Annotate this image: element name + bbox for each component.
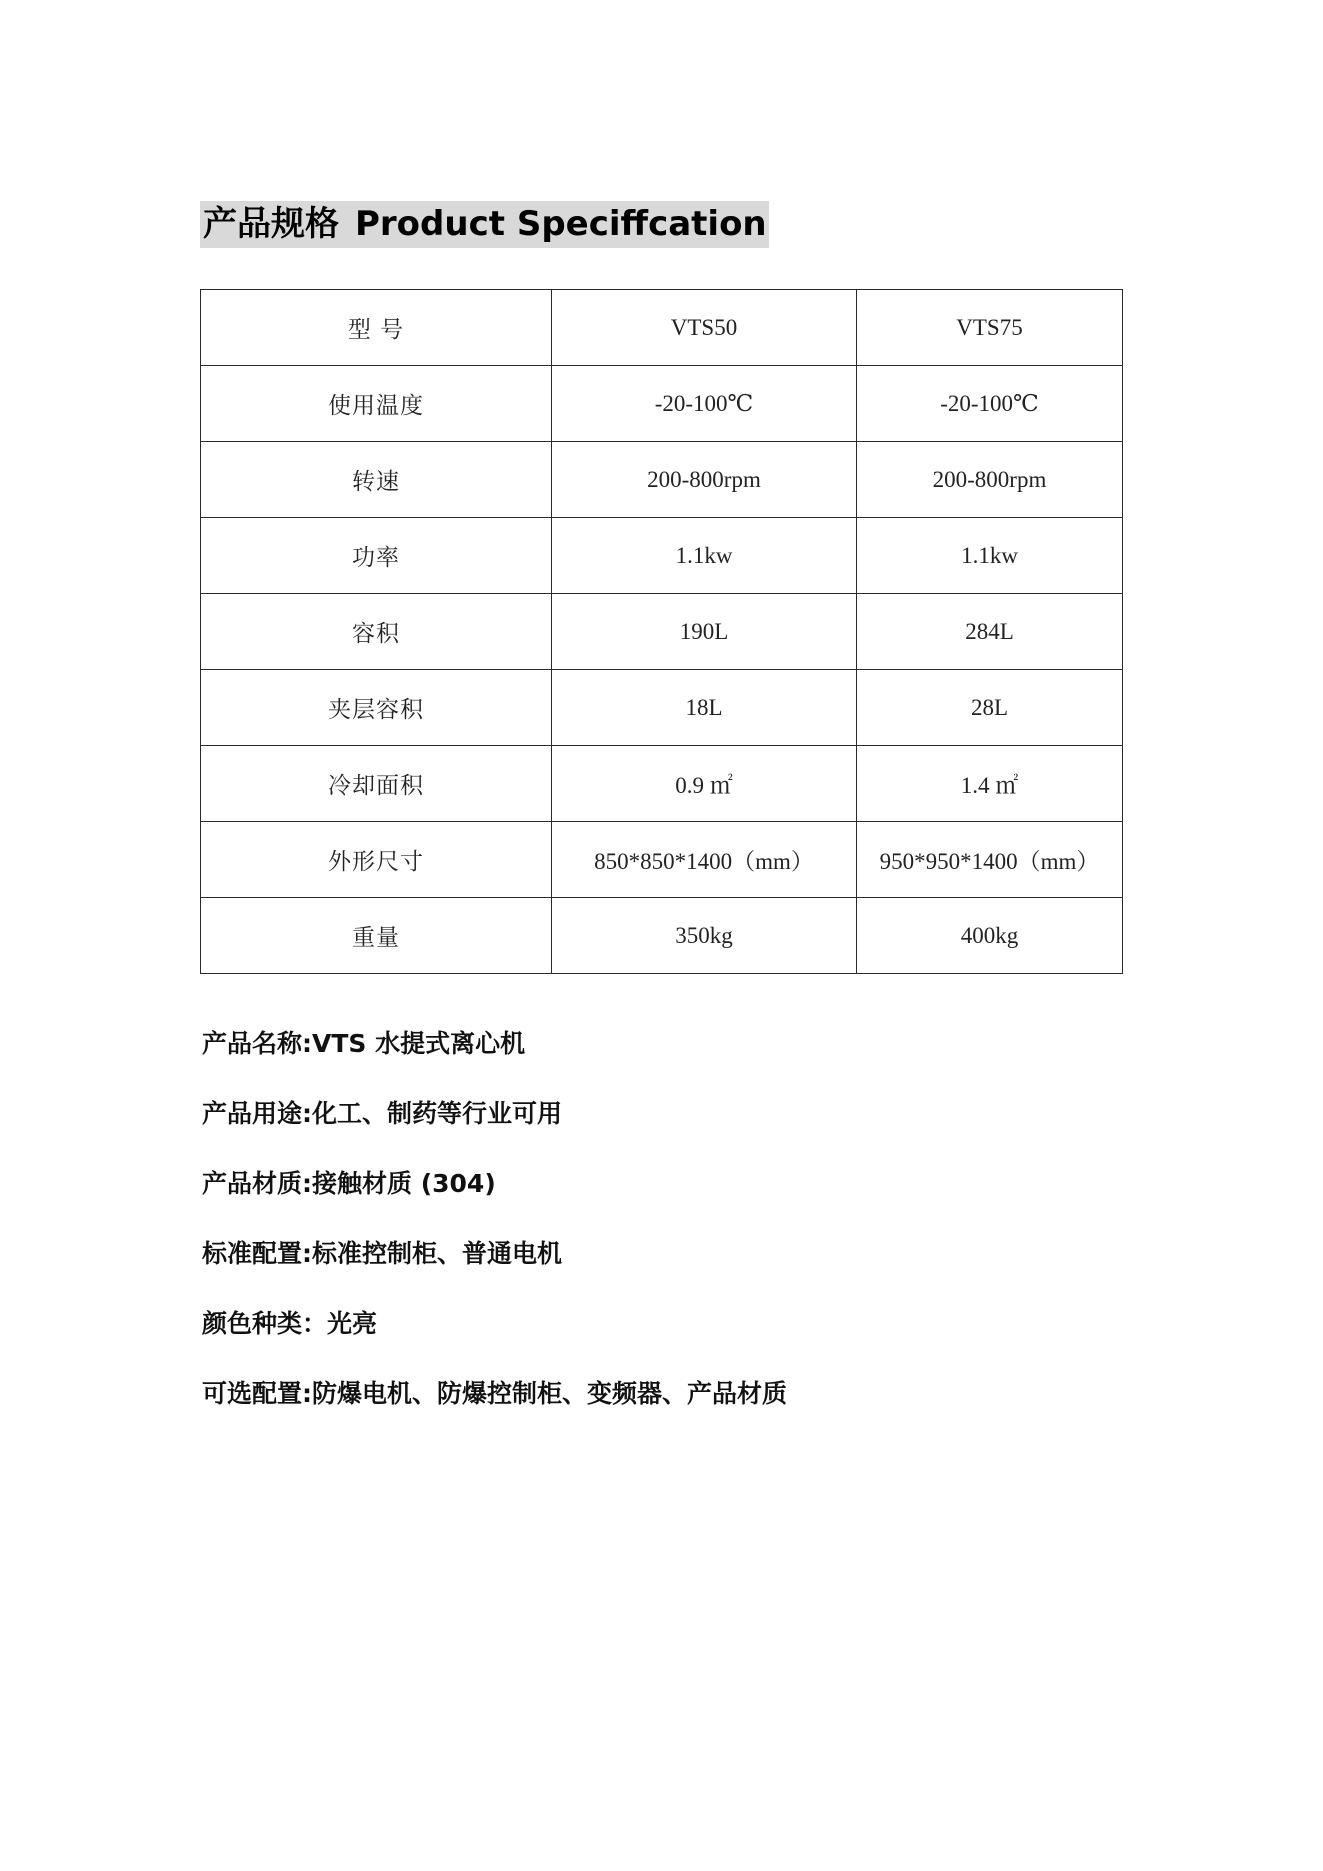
table-row bbox=[201, 670, 1123, 746]
spec-table bbox=[200, 289, 1123, 974]
page-title-cn: 产品规格 bbox=[203, 204, 339, 244]
row-label: 功率 bbox=[201, 518, 552, 594]
model-a-cell: -20-100℃ bbox=[552, 366, 857, 442]
model-b-cell: 1.1kw bbox=[857, 518, 1123, 594]
model-a-cell: 0.9 ㎡ bbox=[552, 746, 857, 822]
table-row bbox=[201, 746, 1123, 822]
model-b-cell: 28L bbox=[857, 670, 1123, 746]
model-b-cell: 950*950*1400（mm） bbox=[857, 822, 1123, 898]
info-key: 标准配置: bbox=[202, 1239, 312, 1268]
info-line-color bbox=[202, 1309, 377, 1339]
model-a-cell: 18L bbox=[552, 670, 857, 746]
row-label: 重量 bbox=[201, 898, 552, 974]
page-title bbox=[200, 201, 769, 248]
row-label: 使用温度 bbox=[201, 366, 552, 442]
info-line-optional-config bbox=[202, 1379, 787, 1409]
info-value: VTS 水提式离心机 bbox=[312, 1029, 526, 1058]
model-b-cell: 1.4 ㎡ bbox=[857, 746, 1123, 822]
info-value: 光亮 bbox=[327, 1309, 378, 1338]
page-title-en: Product Speciffcation bbox=[355, 204, 767, 244]
info-value: 接触材质 (304) bbox=[312, 1169, 496, 1198]
table-row bbox=[201, 898, 1123, 974]
table-row bbox=[201, 366, 1123, 442]
model-b-cell: 400kg bbox=[857, 898, 1123, 974]
info-key: 产品用途: bbox=[202, 1099, 312, 1128]
row-label: 型 号 bbox=[201, 290, 552, 366]
info-value: 标准控制柜、普通电机 bbox=[312, 1239, 563, 1268]
info-key: 可选配置: bbox=[202, 1379, 312, 1408]
row-label: 容积 bbox=[201, 594, 552, 670]
model-b-cell: 284L bbox=[857, 594, 1123, 670]
info-line-product-use bbox=[202, 1099, 562, 1129]
model-a-cell: VTS50 bbox=[552, 290, 857, 366]
row-label: 转速 bbox=[201, 442, 552, 518]
info-key: 产品材质: bbox=[202, 1169, 312, 1198]
model-b-cell: VTS75 bbox=[857, 290, 1123, 366]
model-a-cell: 200-800rpm bbox=[552, 442, 857, 518]
table-row bbox=[201, 822, 1123, 898]
model-a-cell: 1.1kw bbox=[552, 518, 857, 594]
row-label: 夹层容积 bbox=[201, 670, 552, 746]
table-row bbox=[201, 594, 1123, 670]
info-value: 防爆电机、防爆控制柜、变频器、产品材质 bbox=[312, 1379, 788, 1408]
table-row bbox=[201, 442, 1123, 518]
model-b-cell: 200-800rpm bbox=[857, 442, 1123, 518]
info-line-product-name bbox=[202, 1029, 525, 1059]
model-a-cell: 350kg bbox=[552, 898, 857, 974]
info-line-material bbox=[202, 1169, 496, 1199]
table-row bbox=[201, 518, 1123, 594]
info-key: 颜色种类： bbox=[202, 1309, 328, 1338]
model-b-cell: -20-100℃ bbox=[857, 366, 1123, 442]
model-a-cell: 190L bbox=[552, 594, 857, 670]
table-row bbox=[201, 290, 1123, 366]
model-a-cell: 850*850*1400（mm） bbox=[552, 822, 857, 898]
info-key: 产品名称: bbox=[202, 1029, 312, 1058]
info-line-standard-config bbox=[202, 1239, 562, 1269]
row-label: 冷却面积 bbox=[201, 746, 552, 822]
row-label: 外形尺寸 bbox=[201, 822, 552, 898]
info-value: 化工、制药等行业可用 bbox=[312, 1099, 563, 1128]
